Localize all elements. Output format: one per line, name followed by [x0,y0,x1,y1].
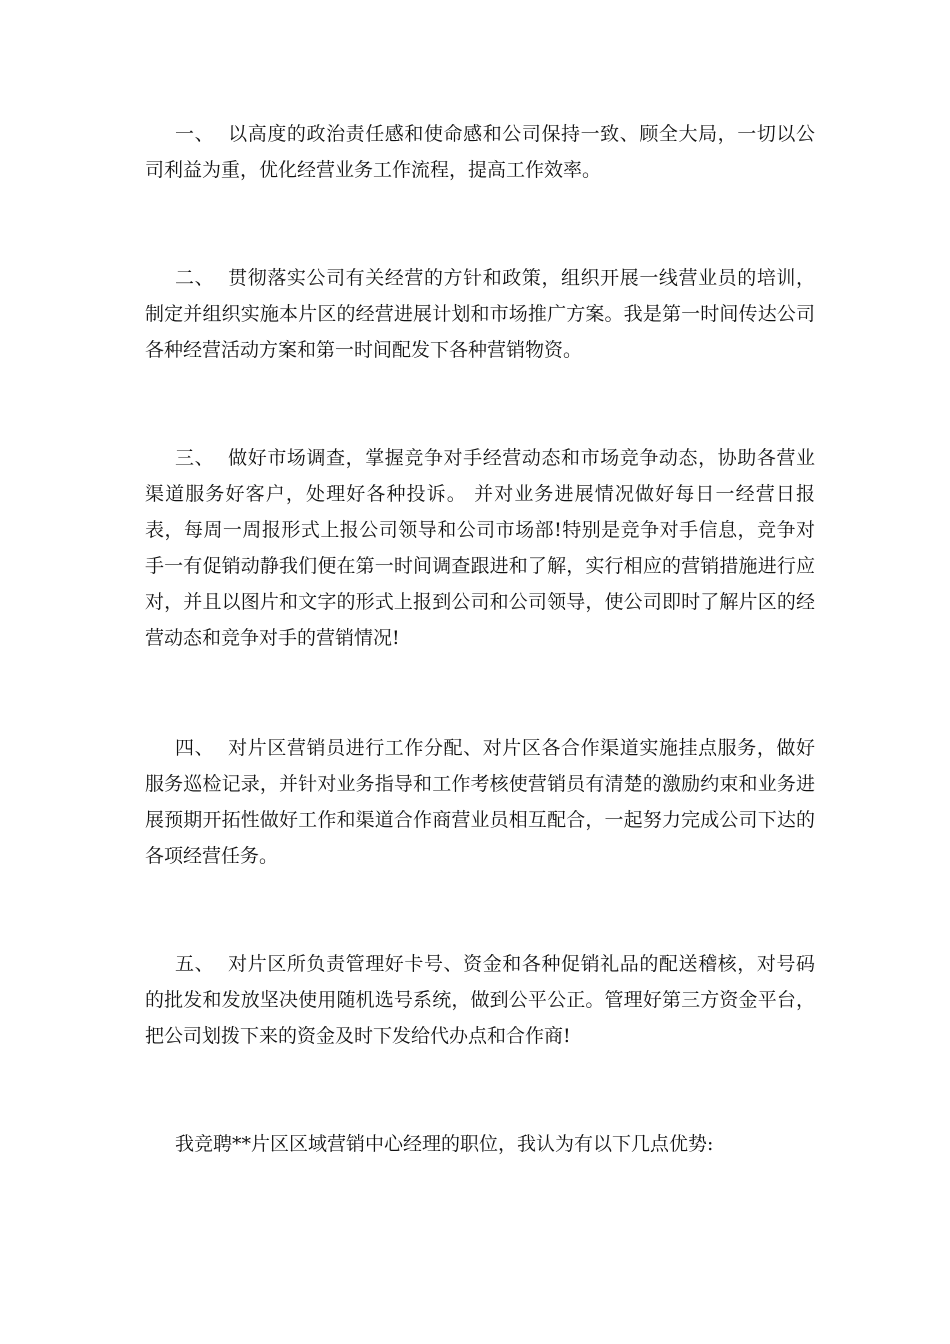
section-text: 对片区所负责管理好卡号、资金和各种促销礼品的配送稽核，对号码的批发和发放坚决使用随机选号系统，做到公平公正。管理好第三方资金平台，把公司划拨下来的资金及时下发给代办点和合作商! [145,953,815,1047]
section-3 [145,440,815,656]
section-number: 二、 [175,267,215,289]
section-1 [145,116,815,188]
section-number: 三、 [175,447,215,469]
section-number: 四、 [175,737,215,759]
section-number: 一、 [175,123,215,145]
closing-paragraph: 我竞聘**片区区域营销中心经理的职位，我认为有以下几点优势: [175,1133,714,1155]
section-text: 贯彻落实公司有关经营的方针和政策，组织开展一线营业员的培训，制定并组织实施本片区的经营进展计划和市场推广方案。我是第一时间传达公司各种经营活动方案和第一时间配发下各种营销物资。 [145,267,815,361]
section-4 [145,730,815,874]
section-text: 对片区营销员进行工作分配、对片区各合作渠道实施挂点服务，做好服务巡检记录，并针对业务指导和工作考核使营销员有清楚的激励约束和业务进展预期开拓性做好工作和渠道合作商营业员相互配合，一起努力完成公司下达的各项经营任务。 [145,737,815,867]
section-5 [145,946,815,1054]
section-2 [145,260,815,368]
section-text: 做好市场调查，掌握竞争对手经营动态和市场竞争动态，协助各营业渠道服务好客户，处理好各种投诉。 并对业务进展情况做好每日一经营日报表，每周一周报形式上报公司领导和公司市场部!特别是竞争对手信息，竞争对手一有促销动静我们便在第一时间调查跟进和了解，实行相应的营销措施进行应对，并且以图片和文字的形式上报到公司和公司领导，使公司即时了解片区的经营动态和竞争对手的营销情况! [145,447,815,649]
section-text: 以高度的政治责任感和使命感和公司保持一致、顾全大局，一切以公司利益为重，优化经营业务工作流程，提高工作效率。 [145,123,815,181]
section-number: 五、 [175,953,215,975]
